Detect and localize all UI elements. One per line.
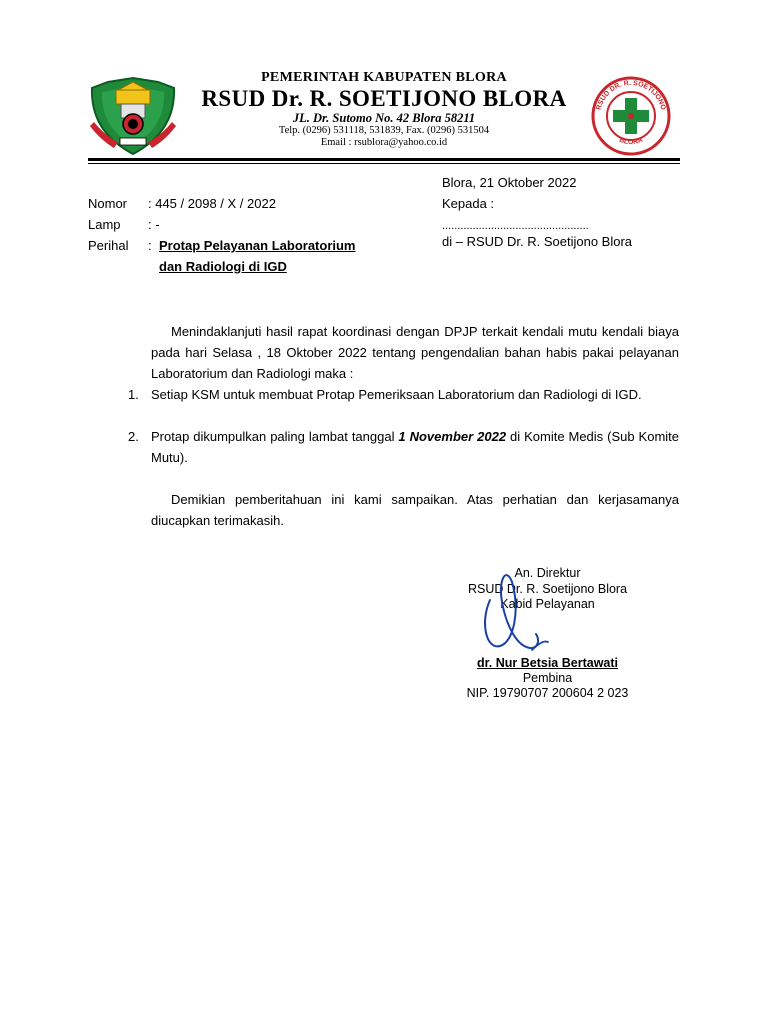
item-number: 2. [128,429,139,444]
lamp-label: Lamp [88,217,121,232]
recipient-placeholder: ................................................ [442,220,589,232]
deadline-date: 1 November 2022 [398,429,507,444]
closing-paragraph: Demikian pemberitahuan ini kami sampaikan. Atas perhatian dan kerjasamanya diucapkan terimakasih. [151,492,679,528]
letter-date: Blora, 21 Oktober 2022 [442,175,577,190]
hospital-name: RSUD Dr. R. SOETIJONO BLORA [201,86,567,111]
government-name: PEMERINTAH KABUPATEN BLORA [261,70,507,85]
kepada-label: Kepada : [442,196,495,211]
signature-title-1: An. Direktur [514,566,581,580]
intro-paragraph: Menindaklanjuti hasil rapat koordinasi dengan DPJP terkait kendali mutu kendali biaya pada hari Selasa , 18 Oktober 2022 tentang pengendalian bahan habis pakai pelayanan Laboratorium dan Radiologi maka : [151,324,679,381]
signature-title-3: Kabid Pelayanan [500,597,595,611]
signature-block [440,562,655,702]
perihal-colon: : [148,238,152,253]
hospital-address: JL. Dr. Sutomo No. 42 Blora 58211 [292,111,476,125]
item-text [151,426,679,468]
signatory-rank: Pembina [522,671,573,685]
perihal-subject-line2: dan Radiologi di IGD [159,259,287,274]
hospital-email: Email : rsublora@yahoo.co.id [320,137,448,148]
nomor-label: Nomor [88,196,128,211]
lamp-value: : - [148,217,160,232]
handwritten-signature [440,562,655,662]
perihal-label: Perihal [88,238,129,253]
seal-text-top: RSUD DR. R. SOETIJONO [595,79,667,111]
perihal-subject-line1: Protap Pelayanan Laboratorium [159,238,356,253]
seal-text-bottom: BLORA [618,136,644,147]
signatory-nip: NIP. 19790707 200604 2 023 [466,686,629,700]
nomor-value: : 445 / 2098 / X / 2022 [148,196,276,211]
signatory-name: dr. Nur Betsia Bertawati [476,656,618,670]
item-text-after: di Komite Medis (Sub Komite Mutu). [151,429,680,465]
hospital-phone: Telp. (0296) 531118, 531839, Fax. (0296) 531504 [278,125,490,136]
item-text-before: Protap dikumpulkan paling lambat tanggal [151,429,399,444]
item-text: Setiap KSM untuk membuat Protap Pemeriksaan Laboratorium dan Radiologi di IGD. [151,387,642,402]
rsud-hospital-seal [586,76,676,156]
header-rule-thin [88,163,680,164]
recipient-location: di – RSUD Dr. R. Soetijono Blora [442,234,633,249]
header-rule-thick [88,158,680,161]
signature-title-2: RSUD Dr. R. Soetijono Blora [467,582,628,596]
item-number: 1. [128,387,139,402]
